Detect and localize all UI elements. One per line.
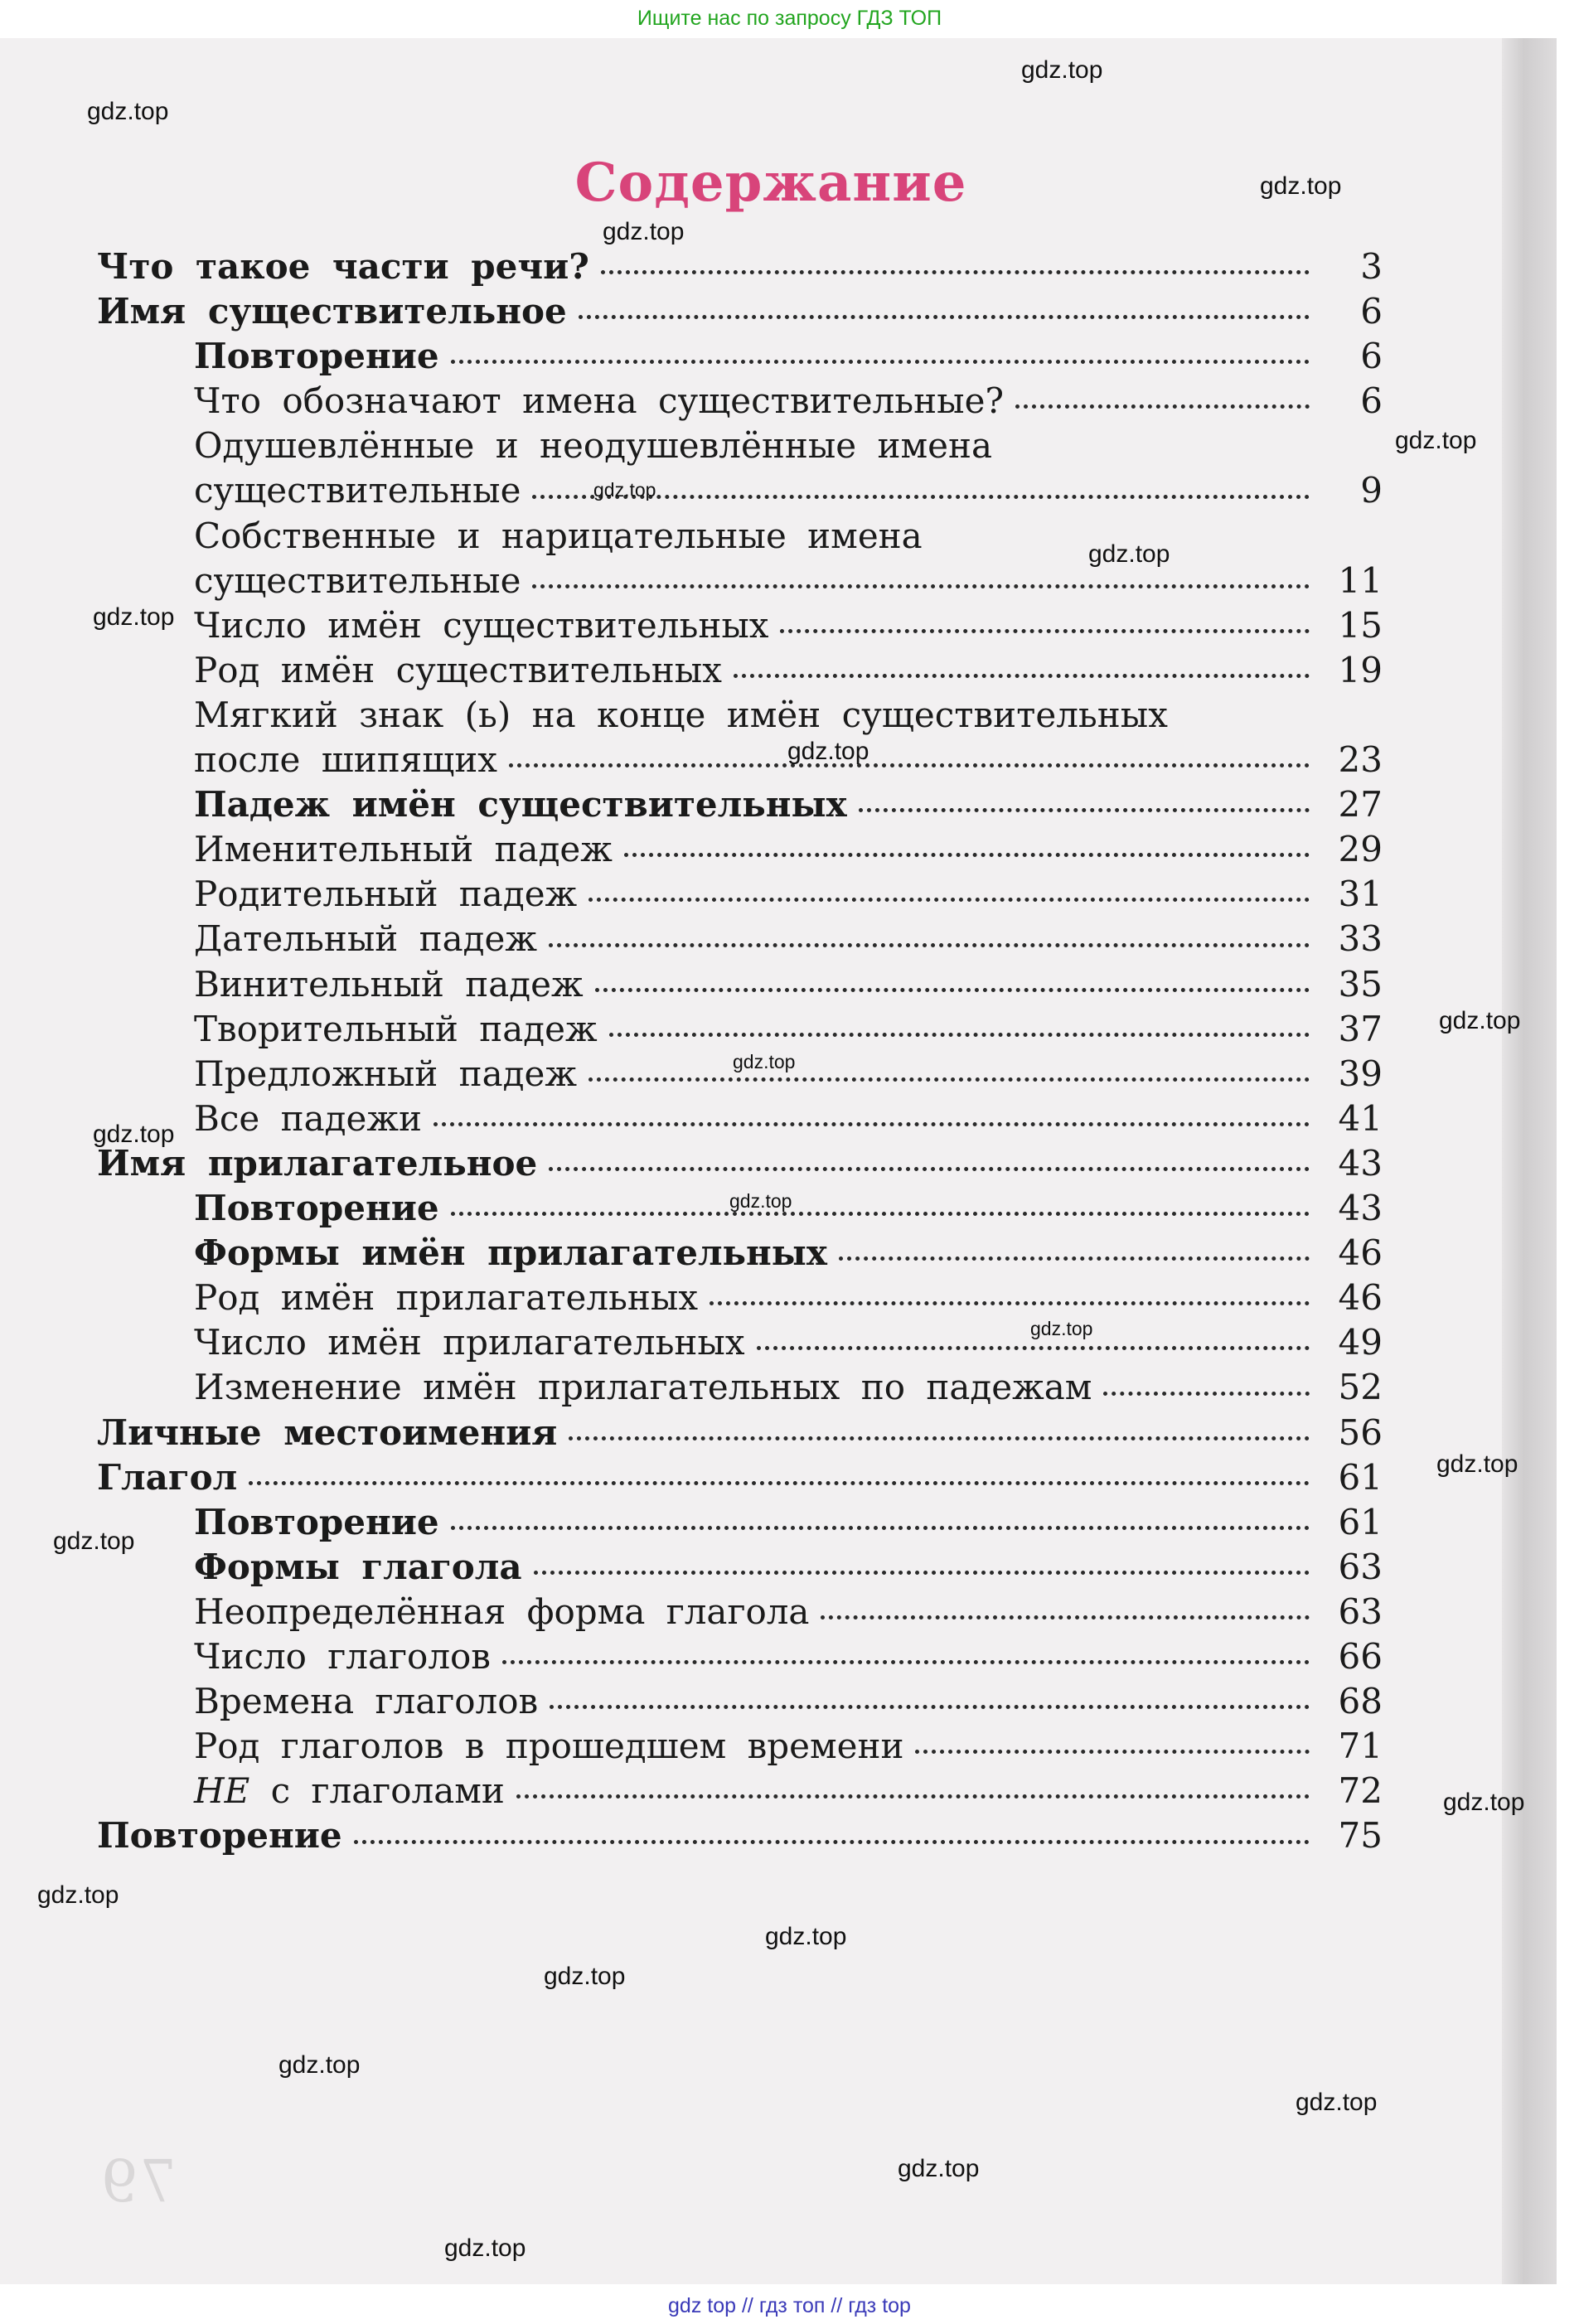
- toc-page-number: 49: [1338, 1322, 1383, 1363]
- toc-entry-label: Род имён прилагательных: [194, 1277, 699, 1319]
- toc-entry-label: Предложный падеж: [194, 1053, 577, 1094]
- toc-entry-label: Глагол: [97, 1456, 238, 1498]
- toc-entry: [194, 1630, 1383, 1677]
- toc-entry: [97, 1407, 1383, 1453]
- toc-entry: [97, 240, 1383, 287]
- toc-entry-label: Что обозначают имена существительные?: [194, 380, 1004, 422]
- toc-entry: [194, 1316, 1383, 1363]
- toc-entry-label: Повторение: [194, 1188, 439, 1228]
- toc-entry-label: Формы глагола: [194, 1546, 522, 1587]
- watermark: gdz.top: [93, 1121, 175, 1148]
- toc-entry-label: Имя прилагательное: [97, 1142, 538, 1184]
- toc-page-number: 29: [1338, 829, 1383, 870]
- watermark: gdz.top: [279, 2051, 361, 2079]
- toc-entry-label: Творительный падеж: [194, 1008, 598, 1049]
- toc-leader-dots: [859, 773, 1310, 812]
- toc-leader-dots: [532, 550, 1310, 588]
- watermark: gdz.top: [733, 1051, 796, 1072]
- toc-leader-dots: [915, 1715, 1310, 1754]
- toc-page-number: 56: [1338, 1411, 1383, 1453]
- toc-entry: [194, 1496, 1383, 1542]
- toc-leader-dots: [516, 1760, 1310, 1799]
- toc-page-number: 3: [1360, 245, 1383, 287]
- watermark: gdz.top: [1436, 1450, 1518, 1478]
- toc-page-number: 31: [1338, 874, 1383, 915]
- toc-page-number: 33: [1338, 918, 1383, 960]
- watermark: gdz.top: [729, 1190, 792, 1212]
- toc-entry-label: Число имён прилагательных: [194, 1322, 745, 1363]
- toc-entry: [194, 419, 1310, 467]
- toc-leader-dots: [734, 639, 1310, 678]
- toc-entry: [194, 1541, 1383, 1587]
- toc-entry: [194, 1092, 1383, 1139]
- watermark: gdz.top: [1395, 427, 1477, 454]
- bottom-banner: gdz top // гдз топ // гдз top: [668, 2294, 911, 2317]
- watermark: gdz.top: [593, 479, 656, 501]
- watermark: gdz.top: [1030, 1318, 1093, 1339]
- toc-leader-dots: [451, 1177, 1310, 1216]
- toc-entry-label: Времена глаголов: [194, 1681, 539, 1722]
- toc-leader-dots: [710, 1266, 1310, 1305]
- toc-leader-dots: [451, 325, 1310, 364]
- watermark: gdz.top: [787, 738, 869, 765]
- watermark: gdz.top: [1088, 540, 1170, 568]
- toc-page-number: 75: [1338, 1815, 1383, 1857]
- toc-entry-label: Одушевлённые и неодушевлённые имена: [194, 425, 993, 467]
- toc-page-number: 71: [1338, 1726, 1383, 1767]
- watermark: gdz.top: [765, 1923, 847, 1950]
- toc-entry-label: Род имён существительных: [194, 649, 722, 690]
- toc-page-number: 46: [1338, 1232, 1383, 1274]
- toc-entry: [194, 958, 1383, 1005]
- watermark: gdz.top: [1260, 172, 1342, 200]
- toc-page-number: 9: [1360, 470, 1383, 511]
- toc-page-number: 6: [1360, 380, 1383, 422]
- toc-entry: [194, 913, 1383, 960]
- toc-entry-label: Мягкий знак (ь) на конце имён существительных: [194, 694, 1168, 735]
- toc-page-number: 43: [1338, 1188, 1383, 1228]
- watermark: gdz.top: [1296, 2089, 1378, 2116]
- toc-entry: [194, 1362, 1383, 1408]
- toc-leader-dots: [569, 1402, 1310, 1440]
- toc-leader-dots: [1015, 370, 1310, 409]
- toc-page-number: 15: [1338, 604, 1383, 646]
- toc-entry-label: Имя существительное: [97, 291, 567, 332]
- page-title: Содержание: [574, 152, 967, 214]
- toc-page-number: 27: [1338, 784, 1383, 826]
- toc-entry-label: Повторение: [194, 1501, 439, 1542]
- toc-entry: [194, 1003, 1383, 1049]
- toc-leader-dots: [588, 1043, 1310, 1082]
- ghost-page-number: 79: [99, 2147, 177, 2215]
- toc-leader-dots: [550, 1670, 1310, 1709]
- watermark: gdz.top: [603, 218, 685, 245]
- toc-page-number: 72: [1338, 1770, 1383, 1812]
- watermark: gdz.top: [93, 603, 175, 631]
- toc-leader-dots: [595, 953, 1310, 992]
- watermark: gdz.top: [444, 2234, 526, 2262]
- toc-entry-label: Род глаголов в прошедшем времени: [194, 1726, 904, 1767]
- toc-leader-dots: [249, 1446, 1310, 1485]
- toc-entry-label: Что такое части речи?: [97, 245, 589, 287]
- toc-page-number: 66: [1338, 1636, 1383, 1677]
- toc-leader-dots: [433, 1087, 1310, 1126]
- toc-entry: [194, 823, 1383, 870]
- toc-entry-label: Именительный падеж: [194, 829, 613, 870]
- toc-leader-dots: [601, 235, 1310, 274]
- toc-entry-label: Все падежи: [194, 1097, 422, 1139]
- toc-leader-dots: [839, 1222, 1310, 1261]
- toc-leader-dots: [451, 1491, 1310, 1530]
- toc-entry: [194, 1675, 1383, 1722]
- toc-entry: [194, 1720, 1383, 1767]
- toc-leader-dots: [354, 1805, 1310, 1844]
- toc-entry-label: Изменение имён прилагательных по падежам: [194, 1367, 1092, 1408]
- toc-entry: [194, 1271, 1383, 1319]
- page-spine-shadow: [1502, 38, 1557, 2284]
- toc-entry-label: Число глаголов: [194, 1636, 491, 1677]
- watermark: gdz.top: [87, 98, 169, 125]
- toc-page-number: 61: [1338, 1456, 1383, 1498]
- toc-entry-label: после шипящих: [194, 739, 497, 780]
- toc-leader-dots: [1103, 1357, 1310, 1396]
- toc-page-number: 41: [1338, 1097, 1383, 1139]
- toc-entry-label: Собственные и нарицательные имена: [194, 515, 923, 556]
- toc-page-number: 19: [1338, 649, 1383, 690]
- toc-entry-label: существительные: [194, 559, 521, 601]
- toc-entry: [194, 778, 1383, 826]
- toc-page-number: 43: [1338, 1142, 1383, 1184]
- toc-entry-label-italic: НЕ: [194, 1770, 250, 1812]
- toc-entry-label: существительные: [194, 470, 521, 511]
- toc-entry-label-rest: с глаголами: [249, 1770, 505, 1812]
- toc-page-number: 6: [1360, 291, 1383, 332]
- toc-entry: [194, 734, 1383, 780]
- toc-leader-dots: [509, 729, 1310, 767]
- toc-page-number: 63: [1338, 1546, 1383, 1587]
- toc-entry-label: Повторение: [194, 336, 439, 377]
- toc-leader-dots: [821, 1581, 1310, 1620]
- toc-entry: [97, 1137, 1383, 1184]
- toc-entry-label: Падеж имён существительных: [194, 784, 847, 826]
- toc-entry: [194, 330, 1383, 377]
- toc-page-number: 68: [1338, 1681, 1383, 1722]
- toc-page-number: 63: [1338, 1590, 1383, 1632]
- toc-page-number: 35: [1338, 963, 1383, 1005]
- toc-entry-label: Родительный падеж: [194, 874, 578, 915]
- watermark: gdz.top: [1443, 1789, 1525, 1816]
- toc-entry: [194, 465, 1383, 511]
- toc-entry-label: Повторение: [97, 1815, 342, 1857]
- toc-leader-dots: [549, 1132, 1310, 1171]
- toc-page-number: 61: [1338, 1501, 1383, 1542]
- toc-page-number: 23: [1338, 739, 1383, 780]
- toc-entry: [194, 1586, 1383, 1632]
- toc-entry: [194, 644, 1383, 690]
- toc-entry-label: Личные местоимения: [97, 1411, 558, 1453]
- toc-leader-dots: [624, 818, 1310, 857]
- toc-entry: [194, 599, 1383, 646]
- toc-leader-dots: [579, 280, 1310, 319]
- toc-page-number: 52: [1338, 1367, 1383, 1408]
- toc-entry-label: Винительный падеж: [194, 963, 584, 1005]
- watermark: gdz.top: [37, 1881, 119, 1909]
- toc-leader-dots: [588, 863, 1310, 902]
- toc-entry-label: Формы имён прилагательных: [194, 1232, 827, 1274]
- toc-entry: [194, 1227, 1383, 1274]
- toc-page-number: 46: [1338, 1277, 1383, 1319]
- toc-entry-label: Дательный падеж: [194, 918, 537, 960]
- watermark: gdz.top: [544, 1963, 626, 1990]
- toc-entry: [194, 689, 1310, 734]
- toc-page-number: 37: [1338, 1008, 1383, 1049]
- toc-entry: [97, 1810, 1383, 1857]
- toc-entry: [194, 375, 1383, 422]
- toc-entry-label: Число имён существительных: [194, 604, 769, 646]
- toc-leader-dots: [780, 594, 1310, 633]
- watermark: gdz.top: [53, 1528, 135, 1555]
- toc-entry: [97, 1451, 1383, 1498]
- toc-entry: [97, 285, 1383, 332]
- toc-leader-dots: [549, 908, 1310, 947]
- toc-leader-dots: [502, 1625, 1310, 1664]
- toc-entry: [194, 1765, 1383, 1812]
- top-banner: Ищите нас по запросу ГДЗ ТОП: [637, 7, 942, 30]
- toc-leader-dots: [609, 998, 1310, 1037]
- watermark: gdz.top: [1439, 1007, 1521, 1034]
- toc-page-number: 11: [1338, 559, 1383, 601]
- toc-entry-label: Неопределённая форма глагола: [194, 1590, 810, 1632]
- toc-leader-dots: [534, 1536, 1310, 1575]
- toc-page-number: 39: [1338, 1053, 1383, 1094]
- toc-entry: [194, 868, 1383, 915]
- toc-page-number: 6: [1360, 336, 1383, 377]
- watermark: gdz.top: [898, 2155, 980, 2182]
- watermark: gdz.top: [1021, 56, 1103, 84]
